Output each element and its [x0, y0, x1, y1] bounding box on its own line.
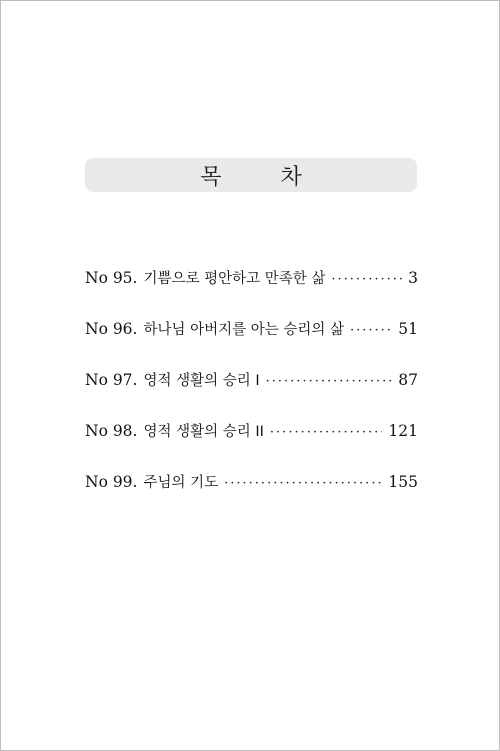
entry-title: 주님의 기도	[143, 475, 219, 491]
entry-number: No 96.	[85, 320, 138, 338]
toc-entry[interactable]	[85, 471, 418, 522]
dot-leader	[266, 374, 393, 389]
entry-page-number: 121	[388, 422, 418, 440]
toc-entry[interactable]	[85, 420, 418, 471]
entry-number: No 95.	[85, 269, 138, 287]
dot-leader	[350, 323, 392, 338]
dot-leader	[270, 425, 382, 440]
entry-title: 하나님 아버지를 아는 승리의 삶	[143, 322, 345, 338]
toc-title-bar	[85, 158, 417, 192]
toc-list	[85, 267, 418, 522]
toc-entry[interactable]	[85, 318, 418, 369]
dot-leader	[224, 476, 382, 491]
entry-page-number: 155	[388, 473, 418, 491]
entry-title: 영적 생활의 승리 I	[143, 373, 260, 389]
dot-leader	[331, 272, 402, 287]
entry-title: 영적 생활의 승리 II	[143, 424, 264, 440]
entry-number: No 97.	[85, 371, 138, 389]
toc-title: 목 차	[200, 164, 328, 190]
entry-title: 기쁨으로 평안하고 만족한 삶	[143, 271, 326, 287]
entry-number: No 99.	[85, 473, 138, 491]
entry-page-number: 51	[398, 320, 418, 338]
entry-number: No 98.	[85, 422, 138, 440]
entry-page-number: 3	[408, 269, 418, 287]
toc-entry[interactable]	[85, 369, 418, 420]
entry-page-number: 87	[398, 371, 418, 389]
toc-entry[interactable]	[85, 267, 418, 318]
